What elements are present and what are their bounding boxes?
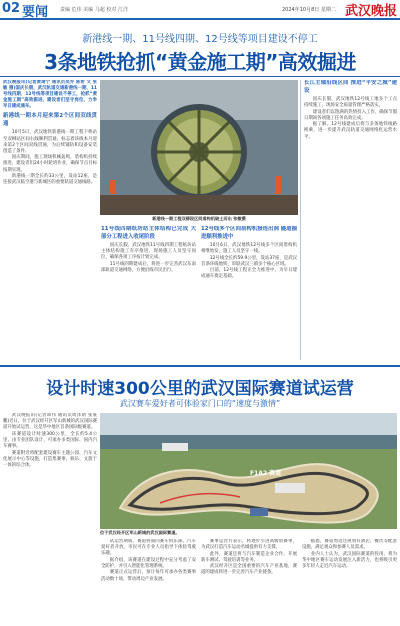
map-label: F1A2 赛道: [250, 470, 282, 477]
story1-subhead-3: 12号线多个区间盾构机接连出洞 隧道掘进顺利推进中: [201, 226, 297, 240]
section-title: 要闻: [22, 5, 49, 20]
story-divider: [0, 365, 400, 367]
story2-column-2: [101, 539, 196, 623]
story1-paragraph: 国庆长假，武汉地铁11号线四期工程纸坊站主体结构施工有序推进，现场施工人员坚守岗位，确保各项工序按计划完成。: [101, 243, 196, 261]
issue-date: 2024年10月8日 星期二: [282, 7, 336, 13]
story2-paragraph: 该赛道设计时速300公里，全长约5.4公里，由专业团队设计，可承办多类国际、国内汽车赛事。: [3, 431, 97, 449]
story2-photo-caption: 位于武汉经开区军山新城的武汉国际赛道。: [100, 530, 180, 535]
story1-paragraph: 目前，12号线工程正全力推进中，为早日建成通车奠定基础。: [201, 268, 297, 280]
story1-paragraph: 国庆期间，施工现场机械轰鸣，盾构机持续推进，建设者们24小时轮班作业，确保节点目标按期实现。: [3, 155, 97, 173]
story1-photo-caption: 新港线一期工程双柳段区间盾构机破土而出 张敏摄: [152, 216, 246, 221]
story1-column-2: [101, 226, 196, 360]
story1-paragraph: 新港线一期全长约33公里，设站12座，是连接武汉临空港与新城区的重要轨道交通线路。: [3, 174, 97, 186]
page-number: 02: [2, 1, 21, 16]
story1-headline: 3条地铁抢抓“黄金施工期”高效掘进: [44, 50, 356, 74]
story1-column-4: [304, 80, 397, 360]
story1-paragraph: 建设者们以饱满的热情投入工作，确保节假日期间各项施工任务高效完成。: [304, 109, 397, 121]
story2-column-1: [3, 413, 97, 623]
headline-rule: [0, 76, 400, 77]
story2-paragraph: 此外，赛道还将与汽车制造企业合作，开展新车测试、驾驶培训等业务。: [201, 551, 297, 563]
story2-kicker: 武汉赛车爱好者可体验家门口的“速度与激情”: [119, 399, 281, 408]
story1-subhead-1: 新港线一期本月迎来第2个区间双线贯通: [3, 113, 97, 127]
story1-paragraph: 12号线全长约59.9公里，设站37座，是武汉首条环线地铁，串联武汉三镇多个核心区域。: [201, 255, 297, 267]
story1-column-3: [201, 226, 297, 360]
story1-photo-tunnel: [100, 80, 298, 215]
story1-kicker: 新港线一期、11号线四期、12号线等项目建设不停工: [82, 34, 318, 45]
story2-paragraph: 据介绍，该赛道在建设过程中充分考虑了安全防护，并引入智能化管理系统。: [101, 557, 196, 569]
story2-paragraph: 据悉，赛道周边还规划有酒店、餐饮等配套设施，满足观众和参赛人员需求。: [302, 539, 397, 551]
story1-paragraph: 国庆长假，武汉地铁12号线工地多个工点持续施工，现场安全质量管理严格落实。: [304, 97, 397, 109]
story2-paragraph: 赛道附近将配套建设赛车主题公园、汽车文化展示中心等设施，打造集赛事、娱乐、文旅于一体的综合体。: [3, 450, 97, 468]
story2-paragraph: 武汉经开区是全国重要的汽车产业基地，赛道的建成将进一步完善汽车产业链条。: [201, 564, 297, 576]
story2-paragraph: 武汉晚报讯(记者谭伟 通讯员周泽朗 张豪鹏)近日，位于武汉经开区军山新城的武汉国际赛道开始试运营，这是华中地区首条国际级赛道。: [3, 413, 97, 431]
editor-line: 责编 危伟 美编 马超 校对 江洋: [60, 7, 128, 13]
newspaper-logo: 武汉晚报: [344, 4, 397, 19]
page-header: [0, 0, 400, 20]
column-divider: [300, 80, 301, 360]
story2-paragraph: 赛道正式运营后，预计每年可承办各类赛事活动数十场，带动周边产业发展。: [101, 570, 196, 582]
story2-headline: 设计时速300公里的武汉国际赛道试运营: [46, 379, 354, 399]
story2-paragraph: 试运营期间，赛道将面向赛车俱乐部、汽车爱好者开放，市民可在专业人员指导下体验驾驶乐趣。: [101, 539, 196, 557]
story1-column-1: [3, 80, 97, 360]
story1-paragraph: 据了解，12号线建成后将与多条地铁线路换乘，进一步提升武汉轨道交通网络化运营水平。: [304, 122, 397, 140]
story1-paragraph: 10月6日，武汉地铁12号线多个区间盾构机相继始发，施工人员坚守一线。: [201, 243, 297, 255]
story2-photo-racetrack: [100, 413, 397, 529]
story1-subhead-2: 11号线四期纸坊站主体结构已完成 大部分工程进入收尾阶段: [101, 226, 196, 240]
story2-paragraph: 赛事运营方表示，将逐步引进高级别赛事，为武汉打造汽车运动名城提供有力支撑。: [201, 539, 297, 551]
story1-paragraph: 11号线四期建成后，将进一步完善武汉东南部轨道交通网络，方便沿线市民出行。: [101, 261, 196, 273]
story1-paragraph: 10月5日，武汉地铁新港线一期工程下桥站至双柳站区间右线顺利贯通，标志着该线本月迎来第2个区间双线贯通，为后续铺轨和设备安装创造了条件。: [3, 130, 97, 154]
story2-column-4: [302, 539, 397, 623]
story1-subhead-4: 长江主轴沿线区间 推进“平安之城”建设: [304, 80, 397, 94]
story2-column-3: [201, 539, 297, 623]
story2-paragraph: 业内人士认为，武汉国际赛道的投用，将为华中地区赛车运动发展注入新活力，也将吸引更多年轻人走近汽车运动。: [302, 551, 397, 569]
story1-byline: 武汉晚报讯(记者黄琦宁 通讯员吴乔 陈希 文 张敏 摄)国庆长假，武汉轨道交通新港线一期、11号线四期、12号线等项目建设不停工，抢抓“黄金施工期”高效掘进，建设者们坚守岗位，力争早日建成通车。: [3, 80, 97, 110]
